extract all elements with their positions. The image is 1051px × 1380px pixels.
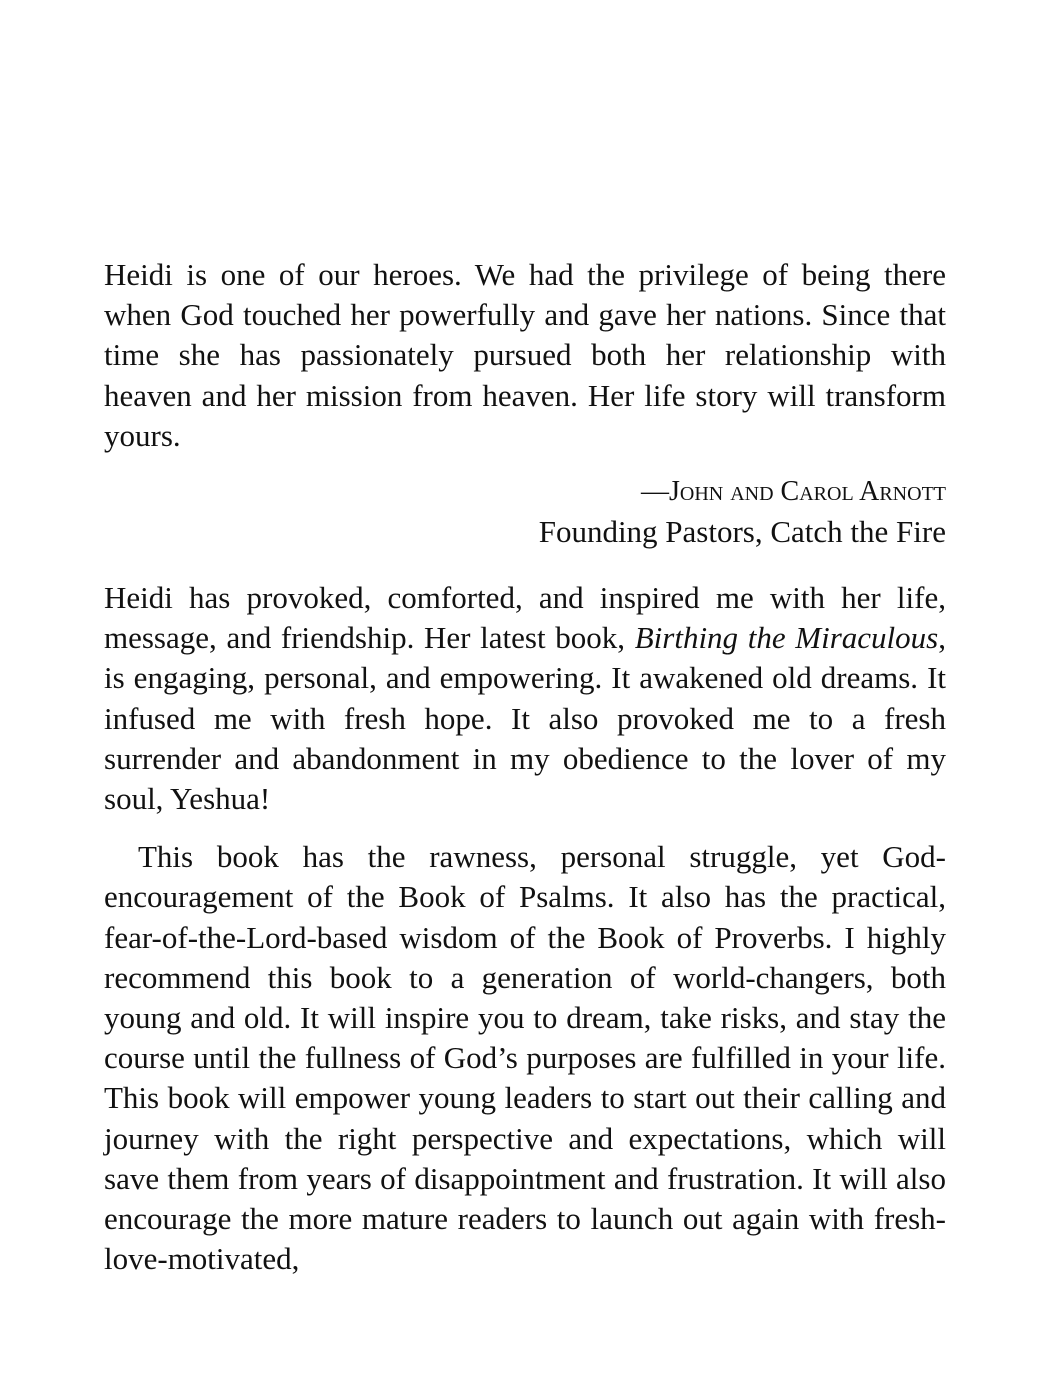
endorsement-second: [104, 578, 946, 1279]
endorsement-arnott: [104, 255, 946, 552]
endorsement-attribution: [104, 472, 946, 552]
book-title-italic: Birthing the Miraculous: [634, 620, 939, 656]
paragraph-text-after: , is engaging, personal, and empowering. It awakened old dreams. It infused me with fresh hope. It also provoked me to a fresh surrender and abandonment in my obedience to the lover of my soul, Yeshua!: [104, 620, 946, 817]
attribution-title: Founding Pastors, Catch the Fire: [538, 514, 946, 550]
endorsement-paragraph: Heidi is one of our heroes. We had the privilege of being there when God touched her powerfully and gave her nations. Since that time she has passionately pursued both her relationship with heaven and her mission from heaven. Her life story will transform yours.: [104, 257, 946, 453]
attribution-name: —John and Carol Arnott: [640, 476, 946, 508]
paragraph-text-before: Heidi has provoked, comforted, and inspired me with her life, message, and friendship. Her latest book,: [104, 580, 946, 656]
endorsement-paragraph: This book has the rawness, personal struggle, yet God-encouragement of the Book of Psalms. It also has the practical, fear-of-the-Lord-based wisdom of the Book of Proverbs. I highly recommend this book to a generation of world-changers, both young and old. It will inspire you to dream, take risks, and stay the course until the fullness of God’s purposes are fulfilled in your life. This book will empower young leaders to start out their calling and journey with the right perspective and expectations, which will save them from years of disappointment and frustration. It will also encourage the more mature readers to launch out again with fresh-love-motivated,: [104, 839, 946, 1277]
endorsement-paragraph: [104, 578, 946, 819]
